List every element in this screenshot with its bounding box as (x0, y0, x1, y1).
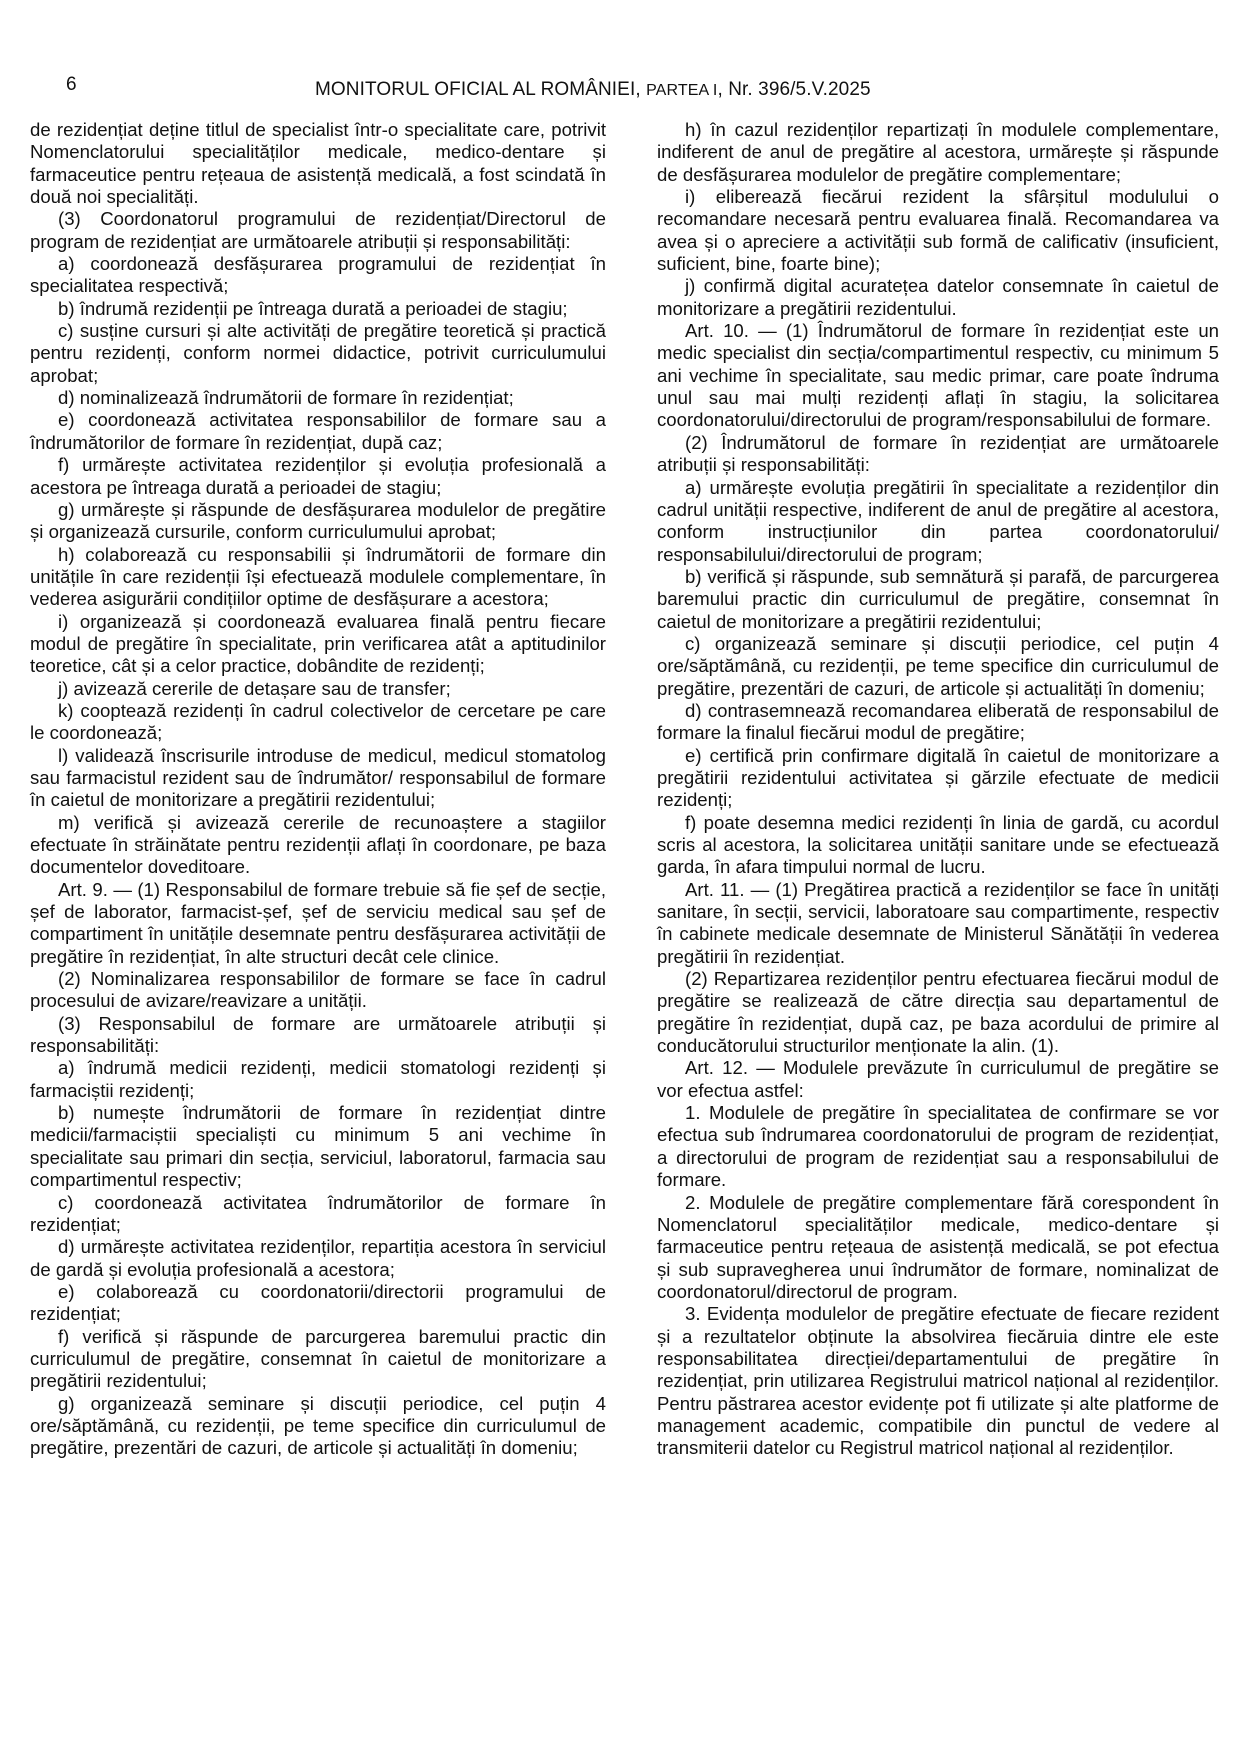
paragraph: g) organizează seminare și discuții periodice, cel puțin 4 ore/săptămână, cu rezidenții, pe teme specifice din curriculumul de pregătire, prezentări de cazuri, de articole și actualități în domeniu; (30, 1392, 606, 1459)
paragraph: c) coordonează activitatea îndrumătorilor de formare în rezidențiat; (30, 1191, 606, 1235)
paragraph: (3) Coordonatorul programului de rezidențiat/Directorul de program de rezidențiat are următoarele atribuții și responsabilități: (30, 208, 606, 252)
paragraph: 1. Modulele de pregătire în specialitatea de confirmare se vor efectua sub îndrumarea coordonatorului de program de rezidențiat, a directorului de program de rezidențiat sau a responsabilului de formare. (657, 1102, 1219, 1191)
article-11-paragraph: Art. 11. — (1) Pregătirea practică a rezidenților se face în unități sanitare, în secții, servicii, laboratoare sau compartimente, respectiv în cabinete medicale desemnate de Ministerul Sănătății în vederea pregătirii în rezidențiat. (657, 878, 1219, 967)
paragraph: c) organizează seminare și discuții periodice, cel puțin 4 ore/săptămână, cu rezidenții, pe teme specifice din curriculumul de pregătire, prezentări de cazuri, de articole și actualități în domeniu; (657, 632, 1219, 699)
paragraph: a) îndrumă medicii rezidenți, medicii stomatologi rezidenți și farmaciștii rezidenți; (30, 1057, 606, 1101)
paragraph: e) coordonează activitatea responsabililor de formare sau a îndrumătorilor de formare în rezidențiat, după caz; (30, 409, 606, 453)
article-9-paragraph: Art. 9. — (1) Responsabilul de formare trebuie să fie șef de secție, șef de laborator, farmacist-șef, șef de serviciu medical sau șef de compartiment în unitățile desemnate pentru desfășurarea activității de pregătire în rezidențiat, în alte structuri decât cele clinice. (30, 878, 606, 967)
paragraph: e) certifică prin confirmare digitală în caietul de monitorizare a pregătirii rezidentului activitatea și gărzile efectuate de medicii rezidenți; (657, 744, 1219, 811)
paragraph: d) nominalizează îndrumătorii de formare în rezidențiat; (58, 387, 514, 409)
paragraph: j) confirmă digital acuratețea datelor consemnate în caietul de monitorizare a pregătirii rezidentului. (657, 275, 1219, 319)
paragraph: (2) Îndrumătorul de formare în rezidențiat are următoarele atribuții și responsabilități: (657, 431, 1219, 476)
paragraph: f) poate desemna medici rezidenți în linia de gardă, cu acordul scris al acestora, la solicitarea unității sanitare unde se efectuează garda, în afara timpului normal de lucru. (657, 811, 1219, 878)
paragraph: (2) Nominalizarea responsabililor de formare se face în cadrul procesului de avizare/reavizare a unității. (30, 968, 606, 1012)
paragraph: (3) Responsabilul de formare are următoarele atribuții și responsabilități: (30, 1012, 606, 1057)
paragraph: c) susține cursuri și alte activități de pregătire teoretică și practică pentru rezidenți, conform normei didactice, potrivit curriculumului aprobat; (30, 320, 606, 386)
paragraph: i) organizează și coordonează evaluarea finală pentru fiecare modul de pregătire în specialitate, prin verificarea atât a aptitudinilor teoretice, cât și a celor practice, dobândite de rezidenți; (30, 610, 606, 677)
paragraph: j) avizează cererile de detașare sau de transfer; (58, 677, 451, 699)
paragraph: l) validează înscrisurile introduse de medicul, medicul stomatolog sau farmacistul rezident sau de îndrumător/ responsabilul de formare în caietul de monitorizare a pregătirii rezidentului; (30, 744, 606, 811)
right-column (657, 119, 1219, 1460)
paragraph: 2. Modulele de pregătire complementare fără corespondent în Nomenclatorul specialităților medicale, medico-dentare și farmaceutice pentru rețeaua de asistență medicală, se pot efectua și sub supravegherea unui îndrumător de formare, nominalizat de coordonatorul/directorul de program. (657, 1191, 1219, 1302)
paragraph: m) verifică și avizează cererile de recunoaștere a stagiilor efectuate în străinătate pentru rezidenții aflați în coordonare, pe baza documentelor doveditoare. (30, 811, 606, 878)
paragraph: h) colaborează cu responsabilii și îndrumătorii de formare din unitățile în care rezidenții își efectuează modulele complementare, în vederea asigurării condițiilor optime de desfășurare a acestora; (30, 543, 606, 610)
paragraph: d) contrasemnează recomandarea eliberată de responsabilul de formare la finalul fiecărui modul de pregătire; (657, 699, 1219, 744)
paragraph: k) cooptează rezidenți în cadrul colectivelor de cercetare pe care le coordonează; (30, 699, 606, 744)
paragraph: a) urmărește evoluția pregătirii în specialitate a rezidenților din cadrul unității respective, indiferent de anul de pregătire al acestora, conform instrucțiunilor din partea coordonatorului/ responsabilului/directorului de program; (657, 476, 1219, 565)
gazette-part: PARTEA I (646, 82, 718, 99)
gazette-title: MONITORUL OFICIAL AL ROMÂNIEI, (315, 79, 647, 100)
article-12-paragraph: Art. 12. — Modulele prevăzute în curriculumul de pregătire se vor efectua astfel: (657, 1057, 1219, 1101)
paragraph: g) urmărește și răspunde de desfășurarea modulelor de pregătire și organizează cursurile, conform curriculumului aprobat; (30, 498, 606, 543)
left-column (30, 119, 606, 1460)
gazette-issue: , Nr. 396/5.V.2025 (717, 79, 871, 100)
paragraph: d) urmărește activitatea rezidenților, repartiția acestora în serviciul de gardă și evoluția profesională a acestora; (30, 1236, 606, 1280)
paragraph: b) numește îndrumătorii de formare în rezidențiat dintre medicii/farmaciștii specialiști cu minimum 5 ani vechime în specialitate sau primari din secția, serviciul, laboratorul, farmacia sau compartimentul respectiv; (30, 1102, 606, 1191)
paragraph: e) colaborează cu coordonatorii/directorii programului de rezidențiat; (30, 1280, 606, 1325)
paragraph: h) în cazul rezidenților repartizați în modulele complementare, indiferent de anul de pregătire al acestora, urmărește și răspunde de desfășurarea modulelor de pregătire complementare; (657, 119, 1219, 185)
paragraph: b) îndrumă rezidenții pe întreaga durată a perioadei de stagiu; (58, 297, 568, 319)
article-10-paragraph: Art. 10. — (1) Îndrumătorul de formare în rezidențiat este un medic specialist din secția/compartimentul respectiv, cu minimum 5 ani vechime în specialitate, sau medic primar, care poate îndruma unul sau mai mulți rezidenți aflați în stagiu, la solicitarea coordonatorului/directorului de program/responsabilului de formare. (657, 320, 1219, 431)
paragraph: f) urmărește activitatea rezidenților și evoluția profesională a acestora pe întreaga durată a perioadei de stagiu; (30, 454, 606, 498)
page-number: 6 (66, 74, 77, 95)
paragraph: (2) Repartizarea rezidenților pentru efectuarea fiecărui modul de pregătire se realizează de către direcția sau departamentul de pregătire în rezidențiat, după caz, pe baza acordului de primire al conducătorului structurilor menționate la alin. (1). (657, 968, 1219, 1057)
paragraph: a) coordonează desfășurarea programului de rezidențiat în specialitatea respectivă; (30, 253, 606, 297)
paragraph: de rezidențiat deține titlul de specialist într-o specialitate care, potrivit Nomenclatorului specialităților medicale, medico-dentare și farmaceutice pentru rețeaua de asistență medicală, a fost scindată în două noi specialități. (30, 119, 606, 208)
paragraph: b) verifică și răspunde, sub semnătură și parafă, de parcurgerea baremului practic din curriculumul de pregătire, consemnat în caietul de monitorizare a pregătirii rezidentului; (657, 565, 1219, 632)
gazette-header (315, 79, 871, 102)
paragraph: f) verifică și răspunde de parcurgerea baremului practic din curriculumul de pregătire, consemnat în caietul de monitorizare a pregătirii rezidentului; (30, 1325, 606, 1392)
paragraph: i) eliberează fiecărui rezident la sfârșitul modulului o recomandare necesară pentru evaluarea finală. Recomandarea va avea și o apreciere a activității sub formă de calificativ (insuficient, suficient, bine, foarte bine); (657, 186, 1219, 275)
paragraph: 3. Evidența modulelor de pregătire efectuate de fiecare rezident și a rezultatelor obținute la absolvirea fiecăruia dintre ele este responsabilitatea direcției/departamentului de pregătire în rezidențiat, prin utilizarea Registrului matricol național al rezidenților. Pentru păstrarea acestor evidențe pot fi utilizate și alte platforme de management academic, compatibile din punctul de vedere al transmiterii datelor cu Registrul matricol național al rezidenților. (657, 1303, 1219, 1459)
